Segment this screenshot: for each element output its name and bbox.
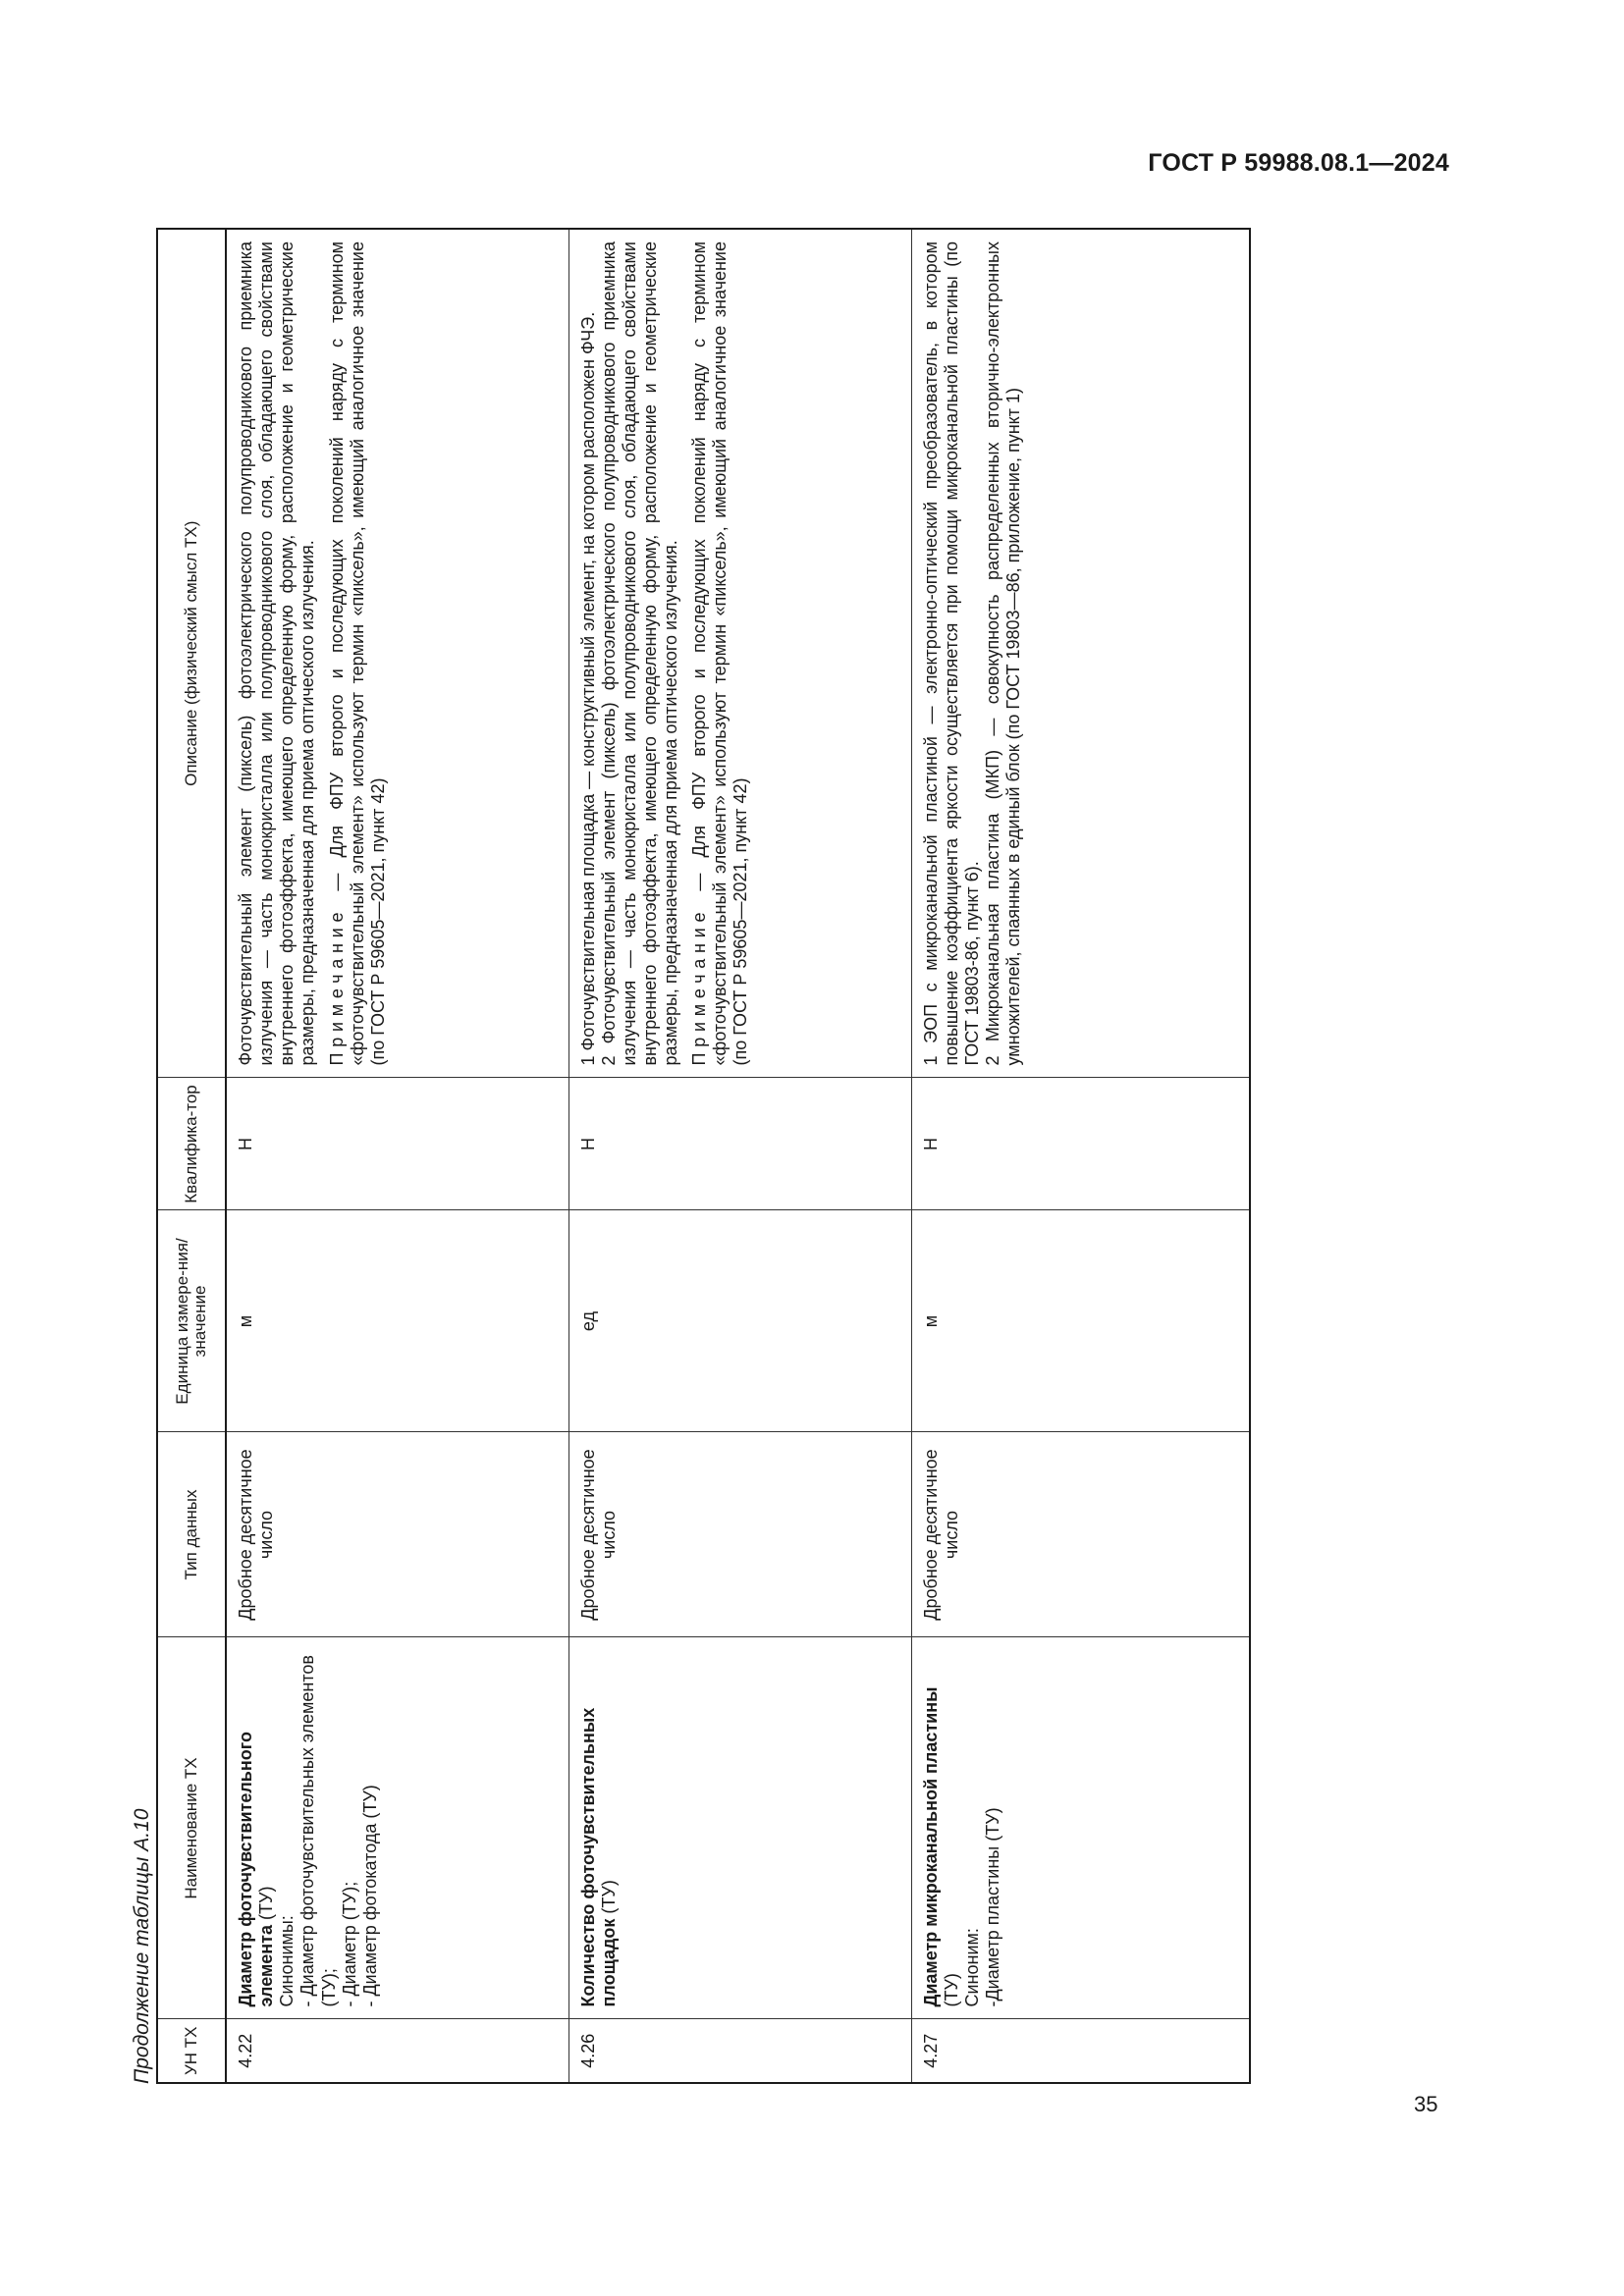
description-paragraph: 1 ЭОП с микроканальной пластиной — электронно-оптический преобразователь, в котором повышение коэффициента яркости осуществляется при помощи микроканальной пластины (по ГОСТ 19803-86, пункт 6). — [920, 241, 982, 1066]
characteristic-name: Диаметр фоточувствительного элемента — [236, 1732, 277, 2007]
column-header-description: Описание (физический смысл ТХ) — [157, 229, 226, 1078]
cell-qualifier: Н — [911, 1078, 1250, 1210]
cell-name — [226, 1637, 568, 2019]
note-text: — Для ФПУ второго и последующих поколений наряду с термином «фоточувствительный элемент» используют термин «пиксель», имеющий аналогичное значение (по ГОСТ Р 59605—2021, пункт 42) — [326, 241, 388, 1066]
cell-data-type: Дробное десятичное число — [568, 1432, 911, 1637]
table-row — [568, 229, 911, 2083]
description-note — [327, 241, 389, 1066]
characteristic-name-suffix: (ТУ) — [941, 1973, 961, 2007]
synonyms-label: Синоним: — [961, 1928, 982, 2007]
cell-id: 4.26 — [568, 2019, 911, 2083]
cell-qualifier: Н — [226, 1078, 568, 1210]
table-caption: Продолжение таблицы А.10 — [131, 1808, 153, 2084]
rotated-table-container — [113, 221, 1252, 2086]
synonym-item: - Диаметр фотокатода (ТУ) — [359, 1785, 380, 2007]
column-header-data-type: Тип данных — [157, 1432, 226, 1637]
description-paragraph: 2 Фоточувствительный элемент (пиксель) фотоэлектрического полупроводникового приемника излучения — часть монокристалла или полупроводникового слоя, обладающего свойствами внутреннего фотоэффекта, имеющего определенную форму, расположение и геометрические размеры, предназначенная для приема оптического излучения. — [598, 241, 681, 1066]
cell-description — [226, 229, 568, 1078]
cell-data-type: Дробное десятичное число — [911, 1432, 1250, 1637]
synonym-item: -Диаметр пластины (ТУ) — [982, 1807, 1002, 2007]
table-header-row — [157, 229, 226, 2083]
column-header-qualifier: Квалифика-тор — [157, 1078, 226, 1210]
column-header-name: Наименование ТХ — [157, 1637, 226, 2019]
table-row — [911, 229, 1250, 2083]
page-number: 35 — [1414, 2092, 1438, 2116]
cell-id: 4.27 — [911, 2019, 1250, 2083]
characteristic-name-suffix: (ТУ) — [256, 1886, 277, 1920]
cell-data-type: Дробное десятичное число — [226, 1432, 568, 1637]
cell-unit: ед — [568, 1210, 911, 1432]
cell-description — [568, 229, 911, 1078]
description-paragraph: 2 Микроканальная пластина (МКП) — совокупность распределенных вторично-электронных умножителей, спаянных в единый блок (по ГОСТ 19803—86, приложение, пункт 1) — [982, 241, 1024, 1066]
synonym-item: - Диаметр фоточувствительных элементов (ТУ); — [298, 1655, 339, 2007]
note-text: — Для ФПУ второго и последующих поколений наряду с термином «фоточувствительный элемент» используют термин «пиксель», имеющий аналогичное значение (по ГОСТ Р 59605—2021, пункт 42) — [689, 241, 751, 1066]
cell-name — [911, 1637, 1250, 2019]
description-note — [689, 241, 751, 1066]
column-header-id: УН ТХ — [157, 2019, 226, 2083]
column-header-unit: Единица измере-ния/значение — [157, 1210, 226, 1432]
description-paragraph: Фоточувствительный элемент (пиксель) фотоэлектрического полупроводникового приемника излучения — часть монокристалла или полупроводникового слоя, обладающего свойствами внутреннего фотоэффекта, имеющего определенную форму, расположение и геометрические размеры, предназначенная для приема оптического излучения. — [236, 241, 318, 1066]
characteristic-name-suffix: (ТУ) — [598, 1880, 619, 1914]
note-label: Примечание — [689, 906, 710, 1066]
description-paragraph: 1 Фоточувствительная площадка — конструктивный элемент, на котором расположен ФЧЭ. — [577, 311, 598, 1066]
cell-unit: м — [226, 1210, 568, 1432]
cell-name — [568, 1637, 911, 2019]
cell-id: 4.22 — [226, 2019, 568, 2083]
synonyms-label: Синонимы: — [277, 1915, 298, 2007]
cell-unit: м — [911, 1210, 1250, 1432]
characteristic-name: Диаметр микроканальной пластины — [920, 1686, 941, 2007]
cell-qualifier: Н — [568, 1078, 911, 1210]
table-row — [226, 229, 568, 2083]
cell-description — [911, 229, 1250, 1078]
note-label: Примечание — [326, 906, 347, 1066]
synonym-item: - Диаметр (ТУ); — [339, 1881, 359, 2007]
specification-table — [156, 228, 1251, 2084]
characteristic-name: Количество фоточувствительных площадок — [577, 1707, 619, 2007]
document-header: ГОСТ Р 59988.08.1—2024 — [1148, 149, 1449, 177]
